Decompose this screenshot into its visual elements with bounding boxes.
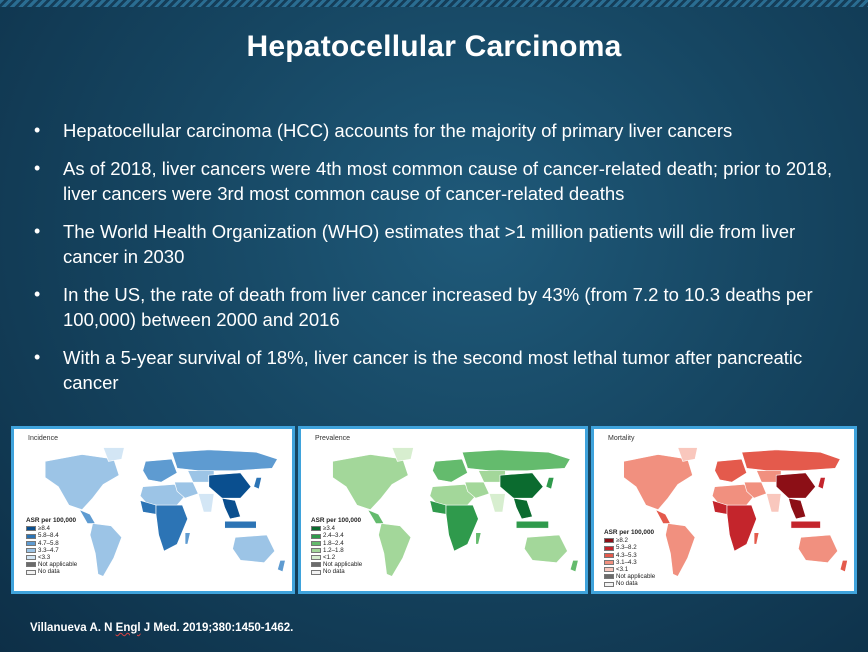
map-region-europe bbox=[433, 459, 468, 482]
legend-swatch bbox=[26, 541, 36, 546]
mortality-map-panel bbox=[591, 426, 857, 594]
map-region-southeast-asia bbox=[514, 498, 533, 519]
legend-item bbox=[311, 554, 362, 561]
legend-item bbox=[604, 559, 655, 566]
legend-item bbox=[26, 525, 77, 532]
bullet-text: With a 5-year survival of 18%, liver cancer is the second most lethal tumor after pancreatic cancer bbox=[63, 347, 803, 393]
bullet-text: Hepatocellular carcinoma (HCC) accounts for the majority of primary liver cancers bbox=[63, 120, 733, 141]
map-region-southeast-asia bbox=[222, 498, 240, 519]
map-region-africa-central-south bbox=[727, 505, 757, 551]
map-region-indonesia bbox=[516, 521, 548, 528]
legend-label: 4.7–5.8 bbox=[38, 539, 59, 547]
map-region-africa-central-south bbox=[156, 505, 188, 551]
legend-swatch bbox=[604, 567, 614, 572]
legend-item bbox=[604, 537, 655, 544]
map-region-south-america bbox=[379, 524, 411, 577]
map-region-japan bbox=[254, 478, 262, 490]
map-region-north-america bbox=[624, 455, 693, 510]
map-region-south-america bbox=[90, 524, 122, 577]
citation-text-underlined: Engl bbox=[115, 622, 141, 634]
legend-item bbox=[604, 566, 655, 573]
legend-label: ≥3.4 bbox=[323, 525, 335, 533]
map-region-southeast-asia bbox=[789, 498, 806, 519]
legend-item bbox=[311, 561, 362, 568]
legend-swatch bbox=[604, 574, 614, 579]
legend-title: ASR per 100,000 bbox=[604, 529, 655, 536]
legend-label: ≥8.2 bbox=[616, 537, 628, 545]
map-region-central-america bbox=[368, 510, 384, 524]
legend-label: 2.4–3.4 bbox=[323, 532, 344, 540]
legend-label: No data bbox=[38, 568, 60, 576]
map-region-europe bbox=[143, 459, 177, 482]
legend-label: 3.3–4.7 bbox=[38, 546, 59, 554]
legend-label: 1.8–2.4 bbox=[323, 539, 344, 547]
map-region-new-zealand bbox=[840, 560, 847, 572]
legend-item bbox=[311, 532, 362, 539]
bullet-dot-icon: • bbox=[34, 347, 41, 367]
map-legend bbox=[311, 517, 362, 576]
legend-swatch bbox=[604, 553, 614, 558]
legend-item bbox=[311, 568, 362, 575]
legend-swatch bbox=[26, 570, 36, 575]
legend-swatch bbox=[311, 570, 321, 575]
map-region-india bbox=[766, 494, 781, 512]
bullet-dot-icon: • bbox=[34, 120, 41, 140]
legend-label: 5.8–8.4 bbox=[38, 532, 59, 540]
legend-label: 4.3–5.3 bbox=[616, 551, 637, 559]
map-region-australia bbox=[233, 535, 275, 563]
bullet-item bbox=[30, 156, 840, 206]
bullet-dot-icon: • bbox=[34, 158, 41, 178]
map-region-africa-central-south bbox=[446, 505, 478, 551]
bullet-item bbox=[30, 282, 840, 332]
map-region-australia bbox=[798, 535, 837, 563]
legend-label: 5.3–8.2 bbox=[616, 544, 637, 552]
map-region-china bbox=[500, 473, 543, 498]
map-legend bbox=[26, 517, 77, 576]
bullet-text: The World Health Organization (WHO) estimates that >1 million patients will die from liver cancer in 2030 bbox=[63, 221, 796, 267]
legend-item bbox=[26, 540, 77, 547]
legend-item bbox=[26, 561, 77, 568]
citation-text-b: J Med. 2019;380:1450-1462. bbox=[140, 622, 294, 634]
legend-label: Not applicable bbox=[323, 561, 363, 569]
map-regions bbox=[45, 448, 285, 577]
legend-item bbox=[26, 532, 77, 539]
legend-item bbox=[311, 547, 362, 554]
map-legend bbox=[604, 529, 655, 588]
map-region-indonesia bbox=[791, 521, 821, 528]
legend-item bbox=[26, 568, 77, 575]
bullet-item bbox=[30, 118, 840, 143]
bullet-dot-icon: • bbox=[34, 284, 41, 304]
legend-label: <1.2 bbox=[323, 554, 336, 562]
legend-label: 3.1–4.3 bbox=[616, 558, 637, 566]
citation bbox=[30, 622, 293, 634]
legend-swatch bbox=[604, 538, 614, 543]
map-region-japan bbox=[546, 478, 554, 490]
legend-item bbox=[604, 544, 655, 551]
legend-swatch bbox=[26, 534, 36, 539]
bullet-item bbox=[30, 345, 840, 395]
legend-swatch bbox=[311, 562, 321, 567]
legend-item bbox=[26, 547, 77, 554]
legend-swatch bbox=[604, 546, 614, 551]
map-label: Incidence bbox=[28, 435, 58, 442]
legend-item bbox=[311, 540, 362, 547]
map-regions bbox=[333, 448, 579, 577]
legend-label: <3.3 bbox=[38, 554, 51, 562]
legend-swatch bbox=[26, 548, 36, 553]
incidence-map-panel bbox=[11, 426, 295, 594]
map-region-south-america bbox=[666, 524, 696, 577]
prevalence-map-panel bbox=[298, 426, 588, 594]
map-region-russia bbox=[172, 450, 278, 471]
map-region-new-zealand bbox=[277, 560, 285, 572]
bullet-dot-icon: • bbox=[34, 221, 41, 241]
legend-item bbox=[26, 554, 77, 561]
legend-item bbox=[604, 552, 655, 559]
map-region-central-america bbox=[79, 510, 95, 524]
map-region-australia bbox=[524, 535, 567, 563]
legend-swatch bbox=[26, 526, 36, 531]
map-label: Prevalence bbox=[315, 435, 351, 442]
legend-swatch bbox=[311, 555, 321, 560]
map-region-north-america bbox=[333, 455, 409, 510]
legend-swatch bbox=[311, 548, 321, 553]
map-region-north-america bbox=[45, 455, 119, 510]
legend-item bbox=[604, 573, 655, 580]
legend-swatch bbox=[26, 562, 36, 567]
legend-swatch bbox=[311, 526, 321, 531]
map-region-russia bbox=[742, 450, 840, 471]
map-region-japan bbox=[818, 478, 825, 490]
map-region-china bbox=[209, 473, 251, 498]
map-region-india bbox=[489, 494, 505, 512]
bullet-item bbox=[30, 219, 840, 269]
legend-title: ASR per 100,000 bbox=[26, 517, 77, 524]
bullet-text: As of 2018, liver cancers were 4th most common cause of cancer-related death; prior to 2018, liver cancers were 3rd most common cause of cancer-related deaths bbox=[63, 158, 833, 204]
map-region-russia bbox=[462, 450, 570, 471]
legend-label: 1.2–1.8 bbox=[323, 546, 344, 554]
legend-swatch bbox=[26, 555, 36, 560]
map-region-central-america bbox=[656, 510, 671, 524]
map-region-madagascar bbox=[476, 533, 481, 545]
map-region-madagascar bbox=[185, 533, 190, 545]
legend-swatch bbox=[311, 534, 321, 539]
map-region-madagascar bbox=[754, 533, 759, 545]
legend-item bbox=[604, 580, 655, 587]
top-stripe-band bbox=[0, 0, 868, 7]
legend-label: <3.1 bbox=[616, 566, 629, 574]
map-region-new-zealand bbox=[570, 560, 578, 572]
legend-swatch bbox=[604, 560, 614, 565]
map-region-indonesia bbox=[225, 521, 257, 528]
legend-item bbox=[311, 525, 362, 532]
map-label: Mortality bbox=[608, 435, 635, 442]
legend-label: Not applicable bbox=[616, 573, 656, 581]
map-regions bbox=[624, 448, 848, 577]
legend-label: No data bbox=[323, 568, 345, 576]
bullet-text: In the US, the rate of death from liver cancer increased by 43% (from 7.2 to 10.3 deaths per 100,000) between 2000 and 2016 bbox=[63, 284, 813, 330]
legend-label: Not applicable bbox=[38, 561, 78, 569]
legend-swatch bbox=[311, 541, 321, 546]
map-region-europe bbox=[715, 459, 747, 482]
map-region-china bbox=[776, 473, 815, 498]
legend-label: No data bbox=[616, 580, 638, 588]
legend-label: ≥8.4 bbox=[38, 525, 50, 533]
slide-title: Hepatocellular Carcinoma bbox=[246, 30, 622, 63]
map-region-india bbox=[198, 494, 214, 512]
citation-text-a: Villanueva A. N bbox=[30, 622, 116, 634]
legend-swatch bbox=[604, 582, 614, 587]
bullet-list bbox=[30, 118, 840, 408]
legend-title: ASR per 100,000 bbox=[311, 517, 362, 524]
